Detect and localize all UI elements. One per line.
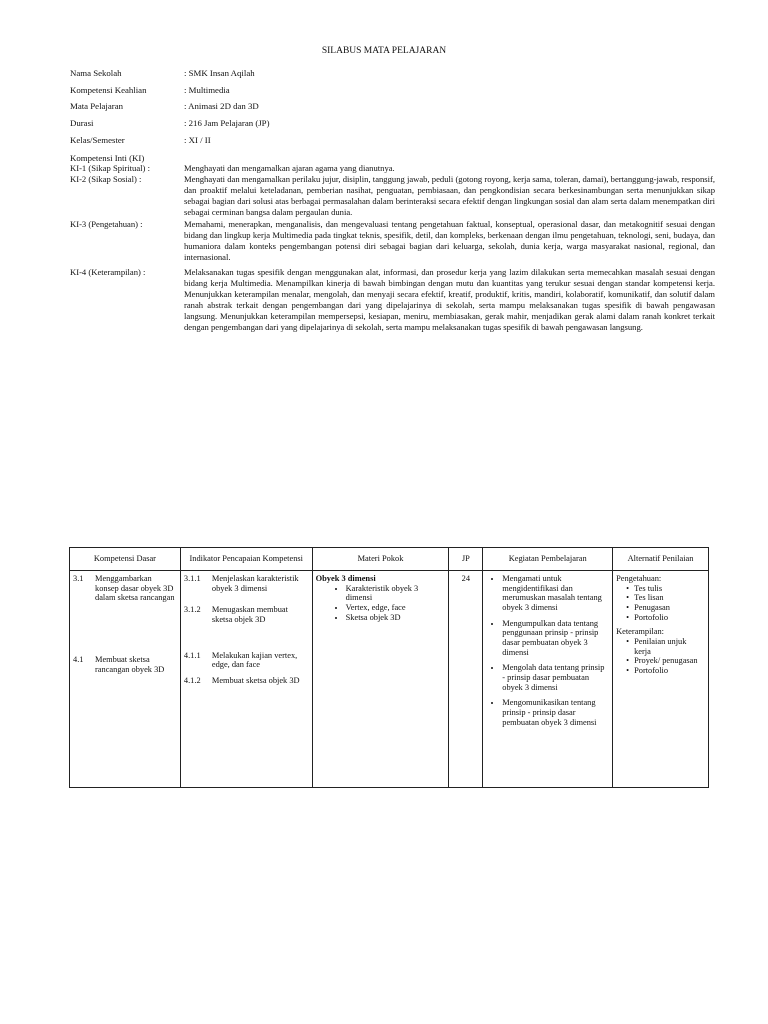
indikator-number: 3.1.2 <box>183 605 201 615</box>
indikator-item <box>184 651 309 670</box>
header-kompetensi-dasar: Kompetensi Dasar <box>70 548 181 571</box>
indikator-text: Menugaskan membuat sketsa objek 3D <box>211 605 288 624</box>
kd-text: Membuat sketsa rancangan obyek 3D <box>95 654 165 674</box>
list-item: • Penilaian unjuk kerja <box>626 637 705 656</box>
materi-title: Obyek 3 dimensi <box>315 574 376 583</box>
list-item: • Penugasan <box>626 603 705 613</box>
indikator-item <box>184 605 309 624</box>
indikator-number: 4.1.2 <box>183 675 201 685</box>
indikator-text: Melakukan kajian vertex, edge, dan face <box>211 650 298 670</box>
list-item: • Sketsa objek 3D <box>346 613 446 623</box>
list-item: • Mengumpulkan data tentang penggunaan prinsip - prinsip dasar pembuatan obyek 3 dimensi <box>502 619 609 658</box>
indikator-number: 3.1.1 <box>183 574 201 583</box>
indikator-item <box>184 574 309 593</box>
header-kegiatan: Kegiatan Pembelajaran <box>483 548 613 571</box>
penilaian-keterampilan-label: Keterampilan: <box>616 627 664 637</box>
kd-cell <box>70 571 181 788</box>
kd-item <box>73 655 177 674</box>
header-penilaian: Alternatif Penilaian <box>613 548 709 571</box>
penilaian-cell <box>613 571 709 788</box>
header-materi-pokok: Materi Pokok <box>312 548 449 571</box>
ki-code: KI-4 (Keterampilan) : <box>70 267 146 277</box>
list-item: • Tes lisan <box>626 593 705 603</box>
materi-list <box>316 584 446 623</box>
ki-heading: Kompetensi Inti (KI) <box>70 153 145 163</box>
info-label: Durasi <box>70 118 94 128</box>
list-item: • Karakteristik obyek 3 dimensi <box>346 584 446 603</box>
ki-text: Memahami, menerapkan, menganalisis, dan mengevaluasi tentang pengetahuan faktual, konseptual, operasional dasar, dan metakognitif sesuai dengan bidang dan lingkup kerja Multimedia pada tingkat teknis, spesifik, detil, dan kompleks, berkenaan dengan ilmu pengetahuan, teknologi, seni, budaya, dan humaniora dalam konteks pengembangan potensi diri sebagai bagian dari keluarga, sekolah, dunia kerja, warga masyarakat nasional, regional, dan internasional. <box>184 219 715 262</box>
list-item: • Tes tulis <box>626 584 705 594</box>
header-jp: JP <box>449 548 483 571</box>
info-label: Kompetensi Keahlian <box>70 85 147 95</box>
list-item: • Mengolah data tentang prinsip - prinsip dasar pembuatan obyek 3 dimensi <box>502 663 609 692</box>
penilaian-pengetahuan-list <box>616 584 705 623</box>
ki-text: Menghayati dan mengamalkan perilaku jujur, disiplin, tanggung jawab, peduli (gotong royong, kerja sama, toleran, damai), bertanggung-jawab, responsif, dan proaktif melalui keteladanan, pemberian nasihat, penguatan, pembiasaan, dan pengkondisian secara berkesinambungan serta menunjukkan sikap sebagai bagian dari solusi atas berbagai permasalahan dalam berinteraksi secara efektif dengan lingkungan sosial dan alam serta dalam menempatkan diri sebagai cerminan bangsa dalam pergaulan dunia. <box>184 174 715 217</box>
list-item: • Mengamati untuk mengidentifikasi dan merumuskan masalah tentang obyek 3 dimensi <box>502 574 609 613</box>
ki-4 <box>70 267 715 333</box>
ki-3 <box>70 219 715 263</box>
ki-code: KI-3 (Pengetahuan) : <box>70 219 143 229</box>
table-header-row <box>70 548 709 571</box>
indikator-text: Menjelaskan karakteristik obyek 3 dimensi <box>211 574 299 593</box>
ki-1 <box>70 163 715 174</box>
jp-cell: 24 <box>449 571 483 788</box>
info-value: : Animasi 2D dan 3D <box>184 101 259 111</box>
info-value: : 216 Jam Pelajaran (JP) <box>184 118 270 128</box>
kd-text: Menggambarkan konsep dasar obyek 3D dalam sketsa rancangan <box>95 574 175 603</box>
header-indikator: Indikator Pencapaian Kompetensi <box>180 548 312 571</box>
indikator-item <box>184 676 309 686</box>
kd-item <box>73 574 177 603</box>
kd-number: 4.1 <box>73 654 84 664</box>
kd-number: 3.1 <box>73 574 84 583</box>
ki-2 <box>70 174 715 218</box>
list-item: • Mengomunikasikan tentang prinsip - prinsip dasar pembuatan obyek 3 dimensi <box>502 698 609 727</box>
info-value: : Multimedia <box>184 85 230 95</box>
materi-cell <box>312 571 449 788</box>
ki-code: KI-1 (Sikap Spiritual) : <box>70 163 150 173</box>
info-value: : SMK Insan Aqilah <box>184 68 255 78</box>
indikator-number: 4.1.1 <box>183 650 201 660</box>
info-label: Mata Pelajaran <box>70 101 124 111</box>
table-row <box>70 571 709 788</box>
ki-text: Menghayati dan mengamalkan ajaran agama yang dianutnya. <box>184 163 395 173</box>
ki-text: Melaksanakan tugas spesifik dengan menggunakan alat, informasi, dan prosedur kerja yang lazim dilakukan serta memecahkan masalah sesuai dengan bidang kerja Multimedia. Menampilkan kinerja di bawah bimbingan dengan mutu dan kuantitas yang terukur sesuai dengan standar kompetensi kerja. Menunjukkan keterampilan menalar, mengolah, dan menyaji secara efektif, kreatif, produktif, kritis, mandiri, kolaboratif, komunikatif, dan solutif dalam ranah abstrak terkait dengan pengembangan dari yang dipelajarinya di sekolah, serta mampu melaksanakan tugas spesifik di bawah pengawasan langsung. Menunjukkan keterampilan mempersepsi, kesiapan, meniru, membiasakan, gerak mahir, menjadikan gerak alami dalam ranah konkret terkait dengan pengembangan dari yang dipelajarinya di sekolah, serta mampu melaksanakan tugas spesifik di bawah pengawasan langsung. <box>184 267 715 332</box>
ki-code: KI-2 (Sikap Sosial) : <box>70 174 142 184</box>
page-title: SILABUS MATA PELAJARAN <box>321 46 447 56</box>
kegiatan-list <box>486 574 609 727</box>
list-item: • Portofolio <box>626 613 705 623</box>
list-item: • Proyek/ penugasan <box>626 656 705 666</box>
list-item: • Portofolio <box>626 666 705 676</box>
indikator-text: Membuat sketsa objek 3D <box>211 675 300 685</box>
info-label: Nama Sekolah <box>70 68 122 78</box>
syllabus-table <box>69 547 709 788</box>
info-value: : XI / II <box>184 135 211 145</box>
kegiatan-cell <box>483 571 613 788</box>
penilaian-pengetahuan-label: Pengetahuan: <box>616 574 662 583</box>
info-label: Kelas/Semester <box>70 135 125 145</box>
list-item: • Vertex, edge, face <box>346 603 446 613</box>
indikator-cell <box>180 571 312 788</box>
penilaian-keterampilan-list <box>616 637 705 676</box>
